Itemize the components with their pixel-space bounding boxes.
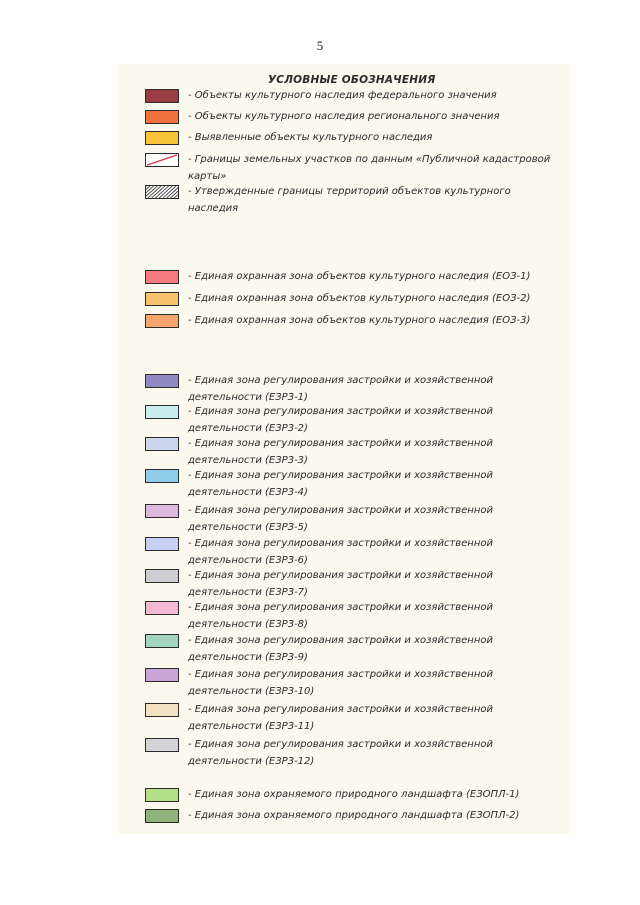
- ezrz-11-swatch: [145, 703, 179, 717]
- legend-item: [145, 634, 565, 664]
- ezrz-1-swatch: [145, 374, 179, 388]
- legend-item: [145, 569, 565, 599]
- ezrz-10-swatch: [145, 668, 179, 682]
- legend-item-label: - Единая зона регулирования застройки и хозяйственной деятельности (ЕЗРЗ-2): [188, 406, 493, 434]
- ezrz-7-swatch: [145, 569, 179, 583]
- legend-item-label: - Выявленные объекты культурного наследия: [188, 132, 433, 143]
- legend-item-label: - Единая зона охраняемого природного ландшафта (ЕЗОПЛ-2): [188, 810, 520, 821]
- ezopl-1-swatch: [145, 788, 179, 802]
- legend-item-label: - Единая зона регулирования застройки и хозяйственной деятельности (ЕЗРЗ-7): [188, 570, 493, 598]
- legend-item: [145, 153, 565, 183]
- legend-item: [145, 601, 565, 631]
- legend-item: [145, 185, 565, 215]
- legend-item: [145, 738, 565, 768]
- approved-territory-hatch-swatch: [145, 185, 179, 199]
- cadastral-boundary-swatch: [145, 153, 179, 167]
- legend-item-label: - Единая охранная зона объектов культурного наследия (ЕОЗ-1): [188, 271, 531, 282]
- legend-item-label: - Объекты культурного наследия регионального значения: [188, 111, 500, 122]
- legend-item: [145, 314, 565, 344]
- legend-item-label: - Утвержденные границы территорий объектов культурного наследия: [188, 186, 511, 214]
- identified-heritage-swatch: [145, 131, 179, 145]
- legend-item-label: - Единая зона регулирования застройки и хозяйственной деятельности (ЕЗРЗ-1): [188, 375, 493, 403]
- ezrz-8-swatch: [145, 601, 179, 615]
- legend-item-label: - Единая охранная зона объектов культурного наследия (ЕОЗ-3): [188, 315, 531, 326]
- regional-heritage-swatch: [145, 110, 179, 124]
- eoz-1-swatch: [145, 270, 179, 284]
- legend-item-label: - Единая зона регулирования застройки и хозяйственной деятельности (ЕЗРЗ-4): [188, 470, 493, 498]
- ezrz-4-swatch: [145, 469, 179, 483]
- legend-item-label: - Единая зона регулирования застройки и хозяйственной деятельности (ЕЗРЗ-9): [188, 635, 493, 663]
- eoz-3-swatch: [145, 314, 179, 328]
- federal-heritage-swatch: [145, 89, 179, 103]
- legend-title: УСЛОВНЫЕ ОБОЗНАЧЕНИЯ: [268, 74, 436, 86]
- legend-item: [145, 437, 565, 467]
- ezrz-12-swatch: [145, 738, 179, 752]
- legend-item-label: - Объекты культурного наследия федерального значения: [188, 90, 497, 101]
- legend-item-label: - Единая зона охраняемого природного ландшафта (ЕЗОПЛ-1): [188, 789, 520, 800]
- ezrz-5-swatch: [145, 504, 179, 518]
- legend-item-label: - Единая зона регулирования застройки и хозяйственной деятельности (ЕЗРЗ-12): [188, 739, 493, 767]
- legend-item: [145, 504, 565, 534]
- ezrz-9-swatch: [145, 634, 179, 648]
- legend-item-label: - Единая зона регулирования застройки и хозяйственной деятельности (ЕЗРЗ-6): [188, 538, 493, 566]
- legend-item-label: - Границы земельных участков по данным «Публичной кадастровой карты»: [188, 154, 551, 182]
- legend-item-label: - Единая зона регулирования застройки и хозяйственной деятельности (ЕЗРЗ-10): [188, 669, 493, 697]
- page-number: 5: [316, 38, 324, 53]
- ezrz-2-swatch: [145, 405, 179, 419]
- legend-item: [145, 405, 565, 435]
- eoz-2-swatch: [145, 292, 179, 306]
- legend-item-label: - Единая зона регулирования застройки и хозяйственной деятельности (ЕЗРЗ-3): [188, 438, 493, 466]
- legend-item-label: - Единая зона регулирования застройки и хозяйственной деятельности (ЕЗРЗ-8): [188, 602, 493, 630]
- ezopl-2-swatch: [145, 809, 179, 823]
- legend-item: [145, 537, 565, 567]
- legend-item-label: - Единая охранная зона объектов культурного наследия (ЕОЗ-2): [188, 293, 531, 304]
- ezrz-3-swatch: [145, 437, 179, 451]
- legend-item: [145, 703, 565, 733]
- legend-item-label: - Единая зона регулирования застройки и хозяйственной деятельности (ЕЗРЗ-11): [188, 704, 493, 732]
- legend-item: [145, 809, 565, 839]
- legend-item: [145, 469, 565, 499]
- legend-item: [145, 668, 565, 698]
- ezrz-6-swatch: [145, 537, 179, 551]
- legend-item: [145, 374, 565, 404]
- legend-item-label: - Единая зона регулирования застройки и хозяйственной деятельности (ЕЗРЗ-5): [188, 505, 493, 533]
